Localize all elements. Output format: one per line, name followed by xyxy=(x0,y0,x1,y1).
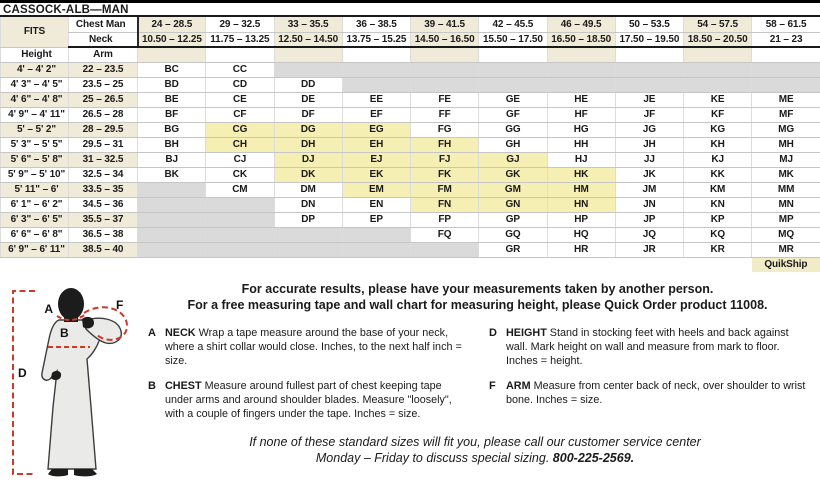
size-code-cell: GF xyxy=(479,107,547,122)
size-code-cell: GN xyxy=(479,197,547,212)
header-spacer-cell xyxy=(411,47,479,62)
height-label: Height xyxy=(1,47,69,62)
size-code-cell: KN xyxy=(684,197,752,212)
cassock-robe xyxy=(42,320,101,469)
size-code-cell: CM xyxy=(206,182,274,197)
empty-cell xyxy=(138,242,206,257)
neck-range-cell: 12.50 – 14.50 xyxy=(274,32,342,47)
size-chart-table xyxy=(0,17,820,272)
size-code-cell: HM xyxy=(547,182,615,197)
empty-cell xyxy=(684,62,752,77)
height-range-cell: 6' 9" – 6' 11" xyxy=(1,242,69,257)
size-code-cell: CC xyxy=(206,62,274,77)
size-code-cell: DP xyxy=(274,212,342,227)
arm-range-cell: 33.5 – 35 xyxy=(69,182,138,197)
size-code-cell: HE xyxy=(547,92,615,107)
size-code-cell: DK xyxy=(274,167,342,182)
header-spacer-cell xyxy=(479,47,547,62)
size-code-cell: JJ xyxy=(615,152,683,167)
empty-cell xyxy=(206,227,274,242)
size-code-cell: JR xyxy=(615,242,683,257)
neck-range-cell: 13.75 – 15.25 xyxy=(342,32,410,47)
size-code-cell: KJ xyxy=(684,152,752,167)
height-range-cell: 5' 6" – 5' 8" xyxy=(1,152,69,167)
arm-range-cell: 23.5 – 25 xyxy=(69,77,138,92)
size-code-cell: BC xyxy=(138,62,206,77)
size-code-cell: GP xyxy=(479,212,547,227)
size-code-cell: KR xyxy=(684,242,752,257)
footer-line-2: Monday – Friday to discuss special sizing. 800-225-2569. xyxy=(315,451,635,466)
height-range-cell: 6' 6" – 6' 8" xyxy=(1,227,69,242)
height-range-cell: 4' 9" – 4' 11" xyxy=(1,107,69,122)
size-code-cell: FJ xyxy=(411,152,479,167)
empty-cell xyxy=(615,77,683,92)
note-line-2: For a free measuring tape and wall chart for measuring height, please Quick Order product 11008. xyxy=(187,298,768,312)
empty-cell xyxy=(138,182,206,197)
neck-range-cell: 10.50 – 12.25 xyxy=(138,32,206,47)
size-code-cell: BG xyxy=(138,122,206,137)
height-range-cell: 6' 1" – 6' 2" xyxy=(1,197,69,212)
measurement-notes xyxy=(145,281,810,313)
header-spacer-cell xyxy=(547,47,615,62)
definition-chest xyxy=(148,379,471,421)
definition-term: ARM xyxy=(506,380,534,393)
size-code-cell: GG xyxy=(479,122,547,137)
size-code-cell: EH xyxy=(342,137,410,152)
size-code-cell: JK xyxy=(615,167,683,182)
size-code-cell: GJ xyxy=(479,152,547,167)
arm-range-cell: 38.5 – 40 xyxy=(69,242,138,257)
size-code-cell: EG xyxy=(342,122,410,137)
empty-cell xyxy=(411,242,479,257)
definition-text: ARM Measure from center back of neck, over shoulder to wrist bone. Inches = size. xyxy=(506,380,806,407)
size-code-cell: JF xyxy=(615,107,683,122)
empty-cell xyxy=(752,62,820,77)
size-code-cell: FK xyxy=(411,167,479,182)
arm-range-cell: 31 – 32.5 xyxy=(69,152,138,167)
size-code-cell: CJ xyxy=(206,152,274,167)
size-code-cell: BH xyxy=(138,137,206,152)
definition-term: CHEST xyxy=(165,380,205,393)
size-code-cell: CH xyxy=(206,137,274,152)
note-line-1: For accurate results, please have your measurements taken by another person. xyxy=(241,282,714,296)
size-code-cell: CF xyxy=(206,107,274,122)
size-code-cell: FM xyxy=(411,182,479,197)
size-code-cell: FH xyxy=(411,137,479,152)
size-code-cell: JN xyxy=(615,197,683,212)
size-code-cell: EM xyxy=(342,182,410,197)
header-spacer-cell xyxy=(615,47,683,62)
size-code-cell: BK xyxy=(138,167,206,182)
empty-cell xyxy=(342,77,410,92)
empty-cell xyxy=(206,197,274,212)
size-code-cell: MJ xyxy=(752,152,820,167)
arm-label: Arm xyxy=(69,47,138,62)
empty-cell xyxy=(138,212,206,227)
neck-range-cell: 11.75 – 13.25 xyxy=(206,32,274,47)
chest-range-cell: 33 – 35.5 xyxy=(274,17,342,32)
chest-range-cell: 58 – 61.5 xyxy=(752,17,820,32)
size-code-cell: MP xyxy=(752,212,820,227)
quikship-spacer xyxy=(1,257,752,272)
size-code-cell: KK xyxy=(684,167,752,182)
arm-range-cell: 25 – 26.5 xyxy=(69,92,138,107)
chest-range-cell: 29 – 32.5 xyxy=(206,17,274,32)
size-code-cell: HG xyxy=(547,122,615,137)
size-code-cell: MK xyxy=(752,167,820,182)
empty-cell xyxy=(274,242,342,257)
size-code-cell: JG xyxy=(615,122,683,137)
size-code-cell: DG xyxy=(274,122,342,137)
definition-text: CHEST Measure around fullest part of chest keeping tape under arms and around shoulder blades. Measure "loosely", with a couple of fingers under the tape. Inches = size. xyxy=(165,380,452,421)
arm-range-cell: 28 – 29.5 xyxy=(69,122,138,137)
chest-range-cell: 39 – 41.5 xyxy=(411,17,479,32)
size-code-cell: HK xyxy=(547,167,615,182)
size-code-cell: DM xyxy=(274,182,342,197)
size-code-cell: DN xyxy=(274,197,342,212)
empty-cell xyxy=(411,77,479,92)
customer-service-phone: 800-225-2569. xyxy=(552,451,635,466)
empty-cell xyxy=(342,62,410,77)
definition-letter: B xyxy=(148,380,156,393)
definition-term: HEIGHT xyxy=(506,327,550,339)
empty-cell xyxy=(684,77,752,92)
size-code-cell: EN xyxy=(342,197,410,212)
neck-range-cell: 18.50 – 20.50 xyxy=(684,32,752,47)
size-code-cell: GH xyxy=(479,137,547,152)
size-code-cell: MH xyxy=(752,137,820,152)
size-code-cell: JP xyxy=(615,212,683,227)
arm-range-cell: 26.5 – 28 xyxy=(69,107,138,122)
definition-neck xyxy=(148,326,471,368)
empty-cell xyxy=(206,242,274,257)
definition-arm xyxy=(489,379,812,421)
diagram-label-d: D xyxy=(18,366,27,380)
foot xyxy=(74,469,97,476)
size-code-cell: JM xyxy=(615,182,683,197)
height-range-cell: 5' – 5' 2" xyxy=(1,122,69,137)
empty-cell xyxy=(752,77,820,92)
hand xyxy=(82,317,94,328)
neck-range-cell: 16.50 – 18.50 xyxy=(547,32,615,47)
size-code-cell: GM xyxy=(479,182,547,197)
size-code-cell: FQ xyxy=(411,227,479,242)
definition-text: HEIGHT Stand in stocking feet with heels and back against wall. Mark height on wall and measure from mark to floor. Inches = height. xyxy=(506,327,789,368)
header-spacer-cell xyxy=(206,47,274,62)
size-code-cell: KP xyxy=(684,212,752,227)
size-code-cell: GR xyxy=(479,242,547,257)
size-code-cell: BD xyxy=(138,77,206,92)
size-code-cell: HN xyxy=(547,197,615,212)
chest-range-cell: 42 – 45.5 xyxy=(479,17,547,32)
size-code-cell: JH xyxy=(615,137,683,152)
size-code-cell: GK xyxy=(479,167,547,182)
size-code-cell: BE xyxy=(138,92,206,107)
size-code-cell: KE xyxy=(684,92,752,107)
neck-range-cell: 21 – 23 xyxy=(752,32,820,47)
diagram-label-f: F xyxy=(116,298,124,312)
size-code-cell: MR xyxy=(752,242,820,257)
size-code-cell: KH xyxy=(684,137,752,152)
fits-label: FITS xyxy=(1,17,69,47)
empty-cell xyxy=(547,62,615,77)
height-range-cell: 4' – 4' 2" xyxy=(1,62,69,77)
empty-cell xyxy=(274,227,342,242)
empty-cell xyxy=(547,77,615,92)
neck-range-cell: 14.50 – 16.50 xyxy=(411,32,479,47)
diagram-label-a: A xyxy=(44,302,53,316)
arm-range-cell: 22 – 23.5 xyxy=(69,62,138,77)
size-code-cell: FF xyxy=(411,107,479,122)
size-code-cell: HH xyxy=(547,137,615,152)
special-sizing-footer xyxy=(140,434,810,467)
arm-range-cell: 36.5 – 38 xyxy=(69,227,138,242)
neck-range-cell: 17.50 – 19.50 xyxy=(615,32,683,47)
size-code-cell: EF xyxy=(342,107,410,122)
height-measure-line xyxy=(13,291,36,474)
height-range-cell: 4' 3" – 4' 5" xyxy=(1,77,69,92)
size-code-cell: ME xyxy=(752,92,820,107)
cassock-measurement-diagram xyxy=(2,287,142,483)
size-code-cell: HJ xyxy=(547,152,615,167)
footer-line-1: If none of these standard sizes will fit you, please call our customer service center xyxy=(249,435,701,450)
size-code-cell: EE xyxy=(342,92,410,107)
neck-label: Neck xyxy=(69,32,138,47)
size-code-cell: JE xyxy=(615,92,683,107)
height-range-cell: 6' 3" – 6' 5" xyxy=(1,212,69,227)
arm-range-cell: 35.5 – 37 xyxy=(69,212,138,227)
size-code-cell: MG xyxy=(752,122,820,137)
arm-range-cell: 34.5 – 36 xyxy=(69,197,138,212)
empty-cell xyxy=(342,242,410,257)
empty-cell xyxy=(206,212,274,227)
size-code-cell: BF xyxy=(138,107,206,122)
size-code-cell: HQ xyxy=(547,227,615,242)
empty-cell xyxy=(479,62,547,77)
empty-cell xyxy=(411,62,479,77)
size-code-cell: JQ xyxy=(615,227,683,242)
chest-range-cell: 36 – 38.5 xyxy=(342,17,410,32)
height-range-cell: 5' 9" – 5' 10" xyxy=(1,167,69,182)
empty-cell xyxy=(138,197,206,212)
size-code-cell: DD xyxy=(274,77,342,92)
size-code-cell: EP xyxy=(342,212,410,227)
size-code-cell: HP xyxy=(547,212,615,227)
height-range-cell: 4' 6" – 4' 8" xyxy=(1,92,69,107)
size-code-cell: KQ xyxy=(684,227,752,242)
definition-letter: A xyxy=(148,327,156,339)
quikship-badge: QuikShip xyxy=(752,257,820,272)
size-code-cell: KG xyxy=(684,122,752,137)
size-code-cell: KM xyxy=(684,182,752,197)
chest-range-cell: 54 – 57.5 xyxy=(684,17,752,32)
size-code-cell: FP xyxy=(411,212,479,227)
empty-cell xyxy=(274,62,342,77)
size-code-cell: BJ xyxy=(138,152,206,167)
size-code-cell: HR xyxy=(547,242,615,257)
page-title: CASSOCK-ALB—MAN xyxy=(0,0,820,17)
size-code-cell: KF xyxy=(684,107,752,122)
empty-cell xyxy=(342,227,410,242)
measurement-definitions xyxy=(148,326,812,421)
definition-text: NECK Wrap a tape measure around the base of your neck, where a shirt collar would close. Inches, to the next half inch = size. xyxy=(165,327,462,368)
size-code-cell: CG xyxy=(206,122,274,137)
definition-letter: D xyxy=(489,327,497,339)
definition-height xyxy=(489,326,812,368)
chest-range-cell: 24 – 28.5 xyxy=(138,17,206,32)
definition-letter: F xyxy=(489,380,496,393)
size-code-cell: EK xyxy=(342,167,410,182)
size-code-cell: EJ xyxy=(342,152,410,167)
size-code-cell: DF xyxy=(274,107,342,122)
size-code-cell: FE xyxy=(411,92,479,107)
size-code-cell: MQ xyxy=(752,227,820,242)
lower-section xyxy=(0,281,820,486)
header-spacer-cell xyxy=(752,47,820,62)
size-code-cell: DJ xyxy=(274,152,342,167)
size-code-cell: FG xyxy=(411,122,479,137)
diagram-label-b: B xyxy=(60,326,69,340)
size-code-cell: FN xyxy=(411,197,479,212)
size-code-cell: MF xyxy=(752,107,820,122)
foot xyxy=(48,469,68,476)
empty-cell xyxy=(138,227,206,242)
size-code-cell: CD xyxy=(206,77,274,92)
height-range-cell: 5' 11" – 6' xyxy=(1,182,69,197)
size-code-cell: CE xyxy=(206,92,274,107)
size-code-cell: MN xyxy=(752,197,820,212)
header-spacer-cell xyxy=(274,47,342,62)
definition-term: NECK xyxy=(165,327,199,339)
size-code-cell: DE xyxy=(274,92,342,107)
chest-range-cell: 46 – 49.5 xyxy=(547,17,615,32)
size-code-cell: HF xyxy=(547,107,615,122)
size-code-cell: DH xyxy=(274,137,342,152)
arm-range-cell: 29.5 – 31 xyxy=(69,137,138,152)
size-code-cell: MM xyxy=(752,182,820,197)
header-spacer-cell xyxy=(684,47,752,62)
empty-cell xyxy=(615,62,683,77)
size-code-cell: GQ xyxy=(479,227,547,242)
chest-man-label: Chest Man xyxy=(69,17,138,32)
header-spacer-cell xyxy=(342,47,410,62)
size-code-cell: CK xyxy=(206,167,274,182)
size-code-cell: GE xyxy=(479,92,547,107)
header-spacer-cell xyxy=(138,47,206,62)
arm-range-cell: 32.5 – 34 xyxy=(69,167,138,182)
neck-range-cell: 15.50 – 17.50 xyxy=(479,32,547,47)
chest-range-cell: 50 – 53.5 xyxy=(615,17,683,32)
height-range-cell: 5' 3" – 5' 5" xyxy=(1,137,69,152)
empty-cell xyxy=(479,77,547,92)
